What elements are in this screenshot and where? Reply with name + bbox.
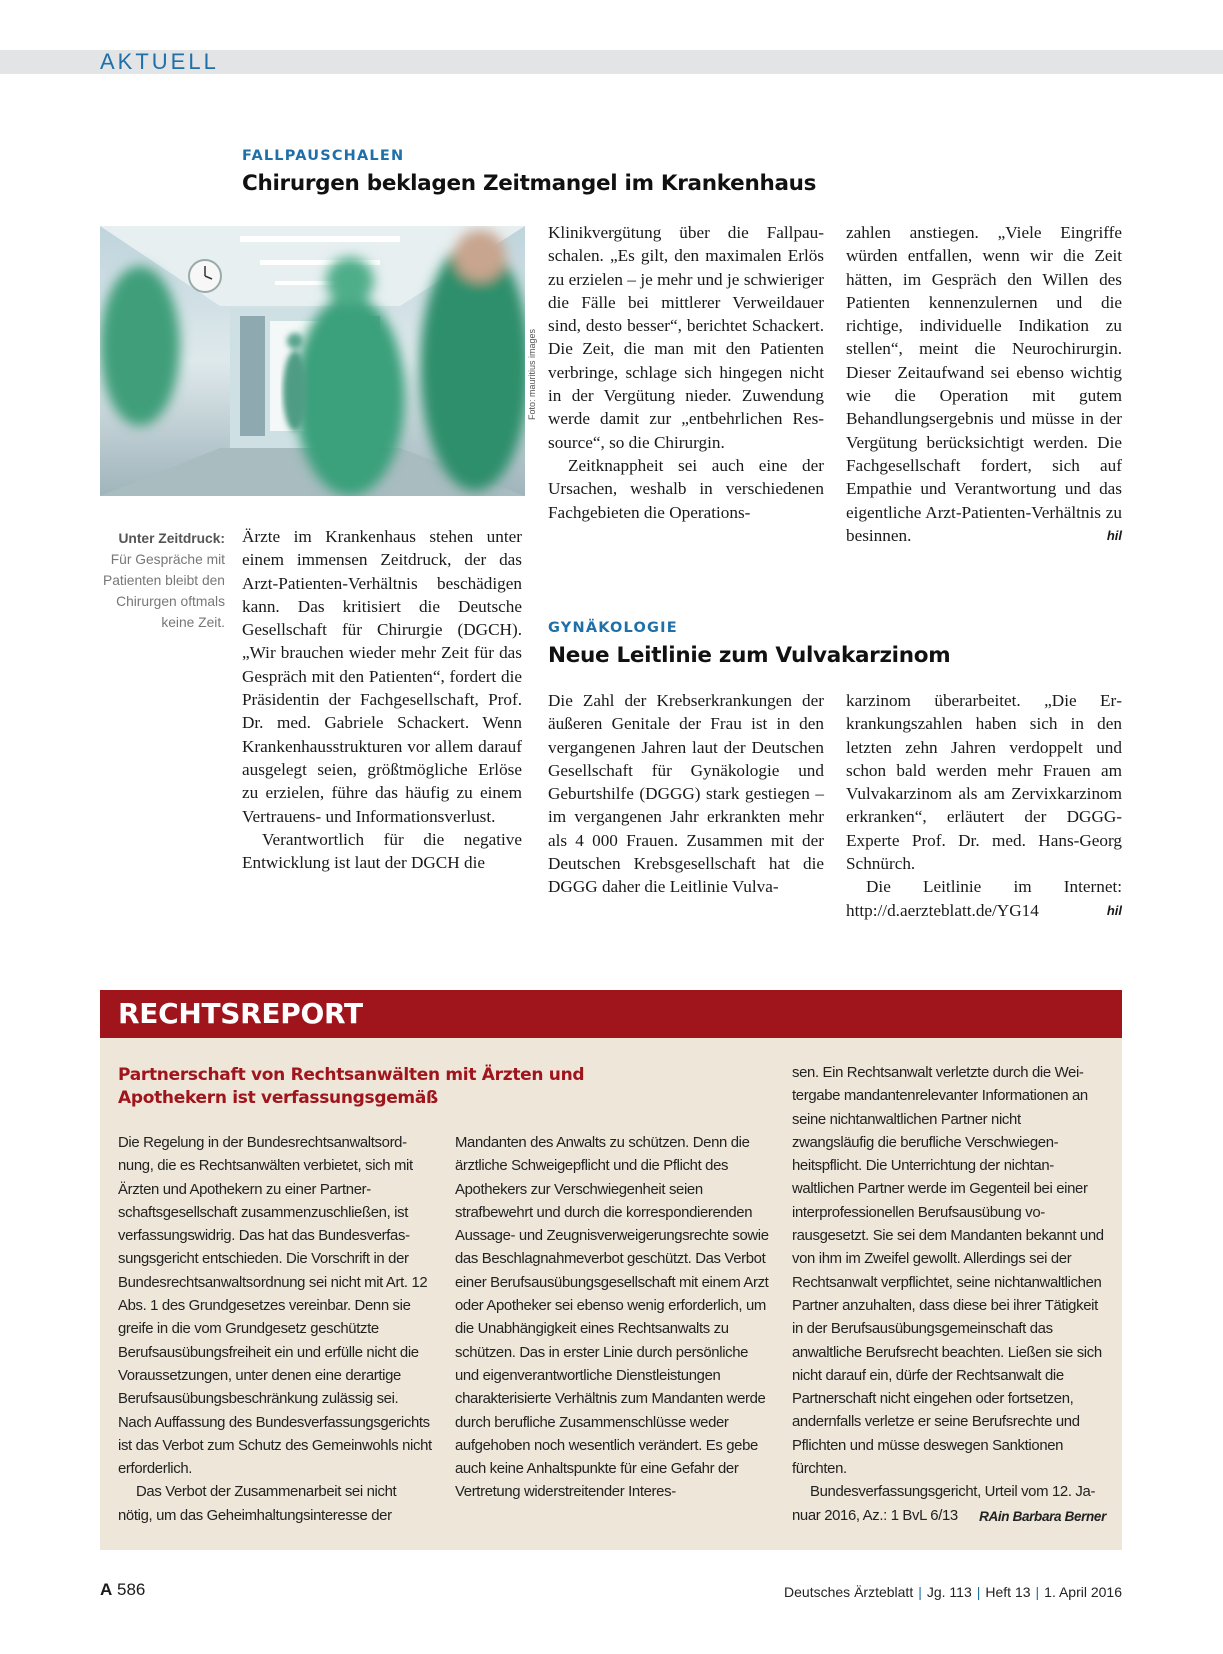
photo-caption bbox=[90, 528, 225, 633]
article1-column-1 bbox=[242, 525, 522, 874]
rechtsreport-col2-paragraph-1: Mandanten des Anwalts zu schützen. Denn die ärztliche Schweigepflicht und die Pflicht des Apothekers zur Verschwiegenheit seien strafbewehrt und durch die korrespondierenden Aussage- und Zeugnisverweigerungsrechte sowie das Beschlagnahmeverbot geschützt. Das Verbot einer Berufsausübungsgesellschaft mit einem Arzt oder Apotheker sei ebenso wenig erforderlich, um die Unabhängigkeit eines Rechtsanwalts zu schützen. Das in erster Linie durch persönliche und eigenverantwortliche Dienstleistungen charakterisierte Verhältnis zum Mandanten werde durch berufliche Zusammenschlüsse weder aufgehoben noch wesentlich verändert. Es gebe auch keine Anhaltspunkte für eine Gefahr der Vertretung widerstreitender Interes- bbox=[455, 1135, 769, 1501]
page-number bbox=[100, 1580, 145, 1600]
article1-headline: Chirurgen beklagen Zeitmangel im Krankenhaus bbox=[242, 171, 817, 196]
rechtsreport-column-1 bbox=[118, 1132, 432, 1528]
caption-title: Unter Zeitdruck: bbox=[118, 531, 225, 546]
rechtsreport-col3-paragraph-1: sen. Ein Rechtsanwalt verletzte durch die Weitergabe mandantenrelevanter Informationen an seine nichtanwaltlichen Partner nicht zwangsläufig die berufliche Verschwiegenheitspflicht. Die Unterrichtung der nichtanwaltlichen Partner werde im Gegenteil bei einer interprofessionellen Berufsausübung vorausgesetzt. Sie sei dem Mandanten bekannt und von ihm im Zweifel gewollt. Allerdings sei der Rechtsanwalt verpflichtet, seine nichtanwaltlichen Partner anzuhalten, dass diese bei ihrer Tätigkeit in der Berufsausübungsgemeinschaft das anwaltliche Berufsrecht beachten. Ließen sie sich nicht darauf ein, dürfe der Rechtsanwalt die Partnerschaft nicht eingehen oder fortsetzen, andernfalls verletze er seine Berufsrechte und Pflichten und müsse deswegen Sanktionen fürchten. bbox=[792, 1065, 1104, 1478]
rechtsreport-col1-paragraph-1: Die Regelung in der Bundesrechtsanwaltsordnung, die es Rechtsanwälten verbietet, sich mit Ärzten und Apothekern zu einer Partnerschaftsgesellschaft zusammenzuschließen, ist verfassungswidrig. Das hat das Bundesverfassungsgericht entschieden. Die Vorschrift in der Bundesrechtsanwaltsordnung sei nicht mit Art. 12 Abs. 1 des Grundgesetzes vereinbar. Denn sie greife in die vom Grundgesetz geschützte Berufsausübungsfreiheit ein und erfülle nicht die Voraussetzungen, unter denen eine derartige Berufsausübungsbeschränkung zulässig sei. Nach Auffassung des Bundesverfassungsgerichts ist das Verbot zum Schutz des Gemeinwohls nicht erforderlich. bbox=[118, 1135, 432, 1478]
rechtsreport-col1-paragraph-2: Das Verbot der Zusammenarbeit sei nicht nötig, um das Geheimhaltungsinteresse der bbox=[118, 1484, 397, 1524]
hospital-corridor-photo bbox=[100, 226, 525, 496]
article2-headline: Neue Leitlinie zum Vulvakarzinom bbox=[548, 643, 951, 668]
journal-issue: Heft 13 bbox=[985, 1584, 1031, 1600]
journal-name: Deutsches Ärzteblatt bbox=[784, 1584, 914, 1600]
journal-volume: Jg. 113 bbox=[926, 1584, 972, 1600]
article1-col2-paragraph-2: Zeitknappheit sei auch eine der Ursachen, weshalb in verschiedenen Fachgebieten die Operations- bbox=[548, 455, 824, 522]
journal-date: 1. April 2016 bbox=[1044, 1584, 1122, 1600]
rechtsreport-column-2 bbox=[455, 1132, 769, 1505]
article2-signature: hil bbox=[1106, 902, 1122, 918]
article1-signature: hil bbox=[1106, 527, 1122, 543]
rechtsreport-title: RECHTSREPORT bbox=[118, 997, 363, 1030]
article2-col2-paragraph-2: Die Leitlinie im Internet: http://d.aerzteblatt.de/YG14 bbox=[846, 877, 1122, 920]
article2-col1-paragraph-1: Die Zahl der Krebserkrankungen der äußeren Genitale der Frau ist in den vergangenen Jahren laut der Deutschen Gesellschaft für Gynäkologie und Geburtshilfe (DGGG) stark gestiegen – im vergangenen Jahr erkrankten mehr als 4 000 Frauen. Zusammen mit der Deutschen Krebsgesellschaft hat die DGGG daher die Leitlinie Vulva- bbox=[548, 691, 824, 897]
journal-footer: Deutsches Ärzteblatt | Jg. 113 | Heft 13 | 1. April 2016 bbox=[784, 1584, 1122, 1600]
section-label: AKTUELL bbox=[100, 49, 219, 74]
rechtsreport-signature: RAin Barbara Berner bbox=[979, 1508, 1106, 1524]
article1-kicker: FALLPAUSCHALEN bbox=[242, 148, 405, 164]
article2-column-1 bbox=[548, 689, 824, 899]
page-prefix: A bbox=[100, 1580, 113, 1599]
article1-col3-paragraph-1: zahlen anstiegen. „Viele Eingriffe würden entfallen, wenn wir die Zeit hätten, im Gespräch den Willen des Patienten kennenzulernen und die richtige, individuelle Indikation zu stellen“, meint die Neurochirurgin. Dieser Zeitaufwand sei ebenso wichtig wie die Operation mit gutem Behandlungsergebnis und müsse in der Vergütung berücksichtigt werden. Die Fachgesellschaft fordert, sich auf Empathie und Verantwortung und das eigentliche Arzt-Patienten-Verhältnis zu besinnen. bbox=[846, 223, 1122, 545]
rechtsreport-col3-paragraph-2: Bundesverfassungsgericht, Urteil vom 12. Januar 2016, Az.: 1 BvL 6/13 bbox=[792, 1484, 1096, 1524]
article2-column-2 bbox=[846, 689, 1122, 922]
article2-kicker: GYNÄKOLOGIE bbox=[548, 620, 678, 636]
article1-col1-paragraph-2: Verantwortlich für die negative Entwicklung ist laut der DGCH die bbox=[242, 829, 522, 873]
article1-column-2 bbox=[548, 221, 824, 524]
photo-credit: Foto: mauritius images bbox=[527, 328, 537, 420]
caption-text: Für Gespräche mit Patienten bleibt den Chirurgen oftmals keine Zeit. bbox=[103, 552, 225, 630]
article1-col1-paragraph-1: Ärzte im Krankenhaus stehen unter einem immensen Zeitdruck, der das Arzt-Patienten-Verhältnis beschädigen kann. Das kritisiert die Deutsche Gesellschaft für Chirurgie (DGCH). „Wir brauchen wieder mehr Zeit für das Gespräch mit den Patienten“, fordert die Präsidentin der Fachgesellschaft, Prof. Dr. med. Gabriele Schackert. Wenn Krankenhausstrukturen vor allem darauf ausgelegt seien, größtmögliche Erlöse zu erzielen, führe das häufig zu einem Vertrauens- und Informationsverlust. bbox=[242, 527, 522, 826]
rechtsreport-headline: Partnerschaft von Rechtsanwälten mit Ärzten und Apothekern ist verfassungsgemäß bbox=[118, 1065, 585, 1108]
page-number-value: 586 bbox=[117, 1580, 146, 1599]
article1-column-3 bbox=[846, 221, 1122, 547]
rechtsreport-column-3 bbox=[792, 1062, 1106, 1528]
article2-col2-paragraph-1: karzinom überarbeitet. „Die Erkrankungszahlen haben sich in den letzten zehn Jahren verdoppelt und schon bald werden mehr Frauen am Vulvakarzinom als am Zervixkarzinom erkranken“, erläutert der DGGG-Experte Prof. Dr. med. Hans-Georg Schnürch. bbox=[846, 691, 1122, 874]
article1-col2-paragraph-1: Klinikvergütung über die Fallpauschalen. „Es gilt, den maximalen Erlös zu erzielen – je mehr und je schwieriger die Fälle bei mittlerer Verweildauer sind, desto besser“, berichtet Schackert. Die Zeit, die man mit den Patienten verbringe, schlage sich hingegen nicht in der Vergütung nieder. Zuwendung werde damit zur „entbehrlichen Ressource“, so die Chirurgin. bbox=[548, 223, 824, 452]
